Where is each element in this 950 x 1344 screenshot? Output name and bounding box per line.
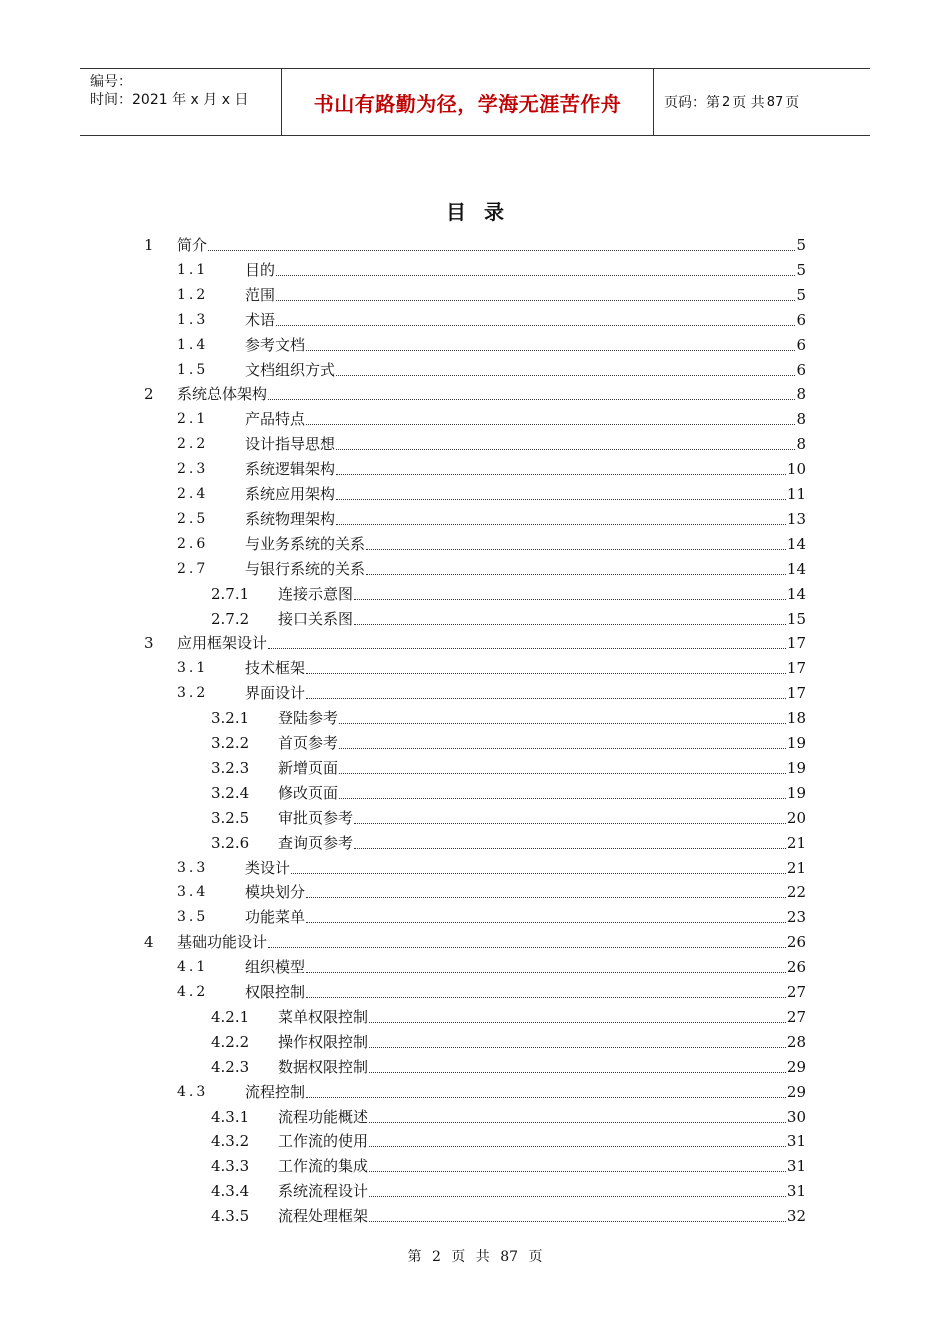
toc-entry-title: 流程功能概述 <box>278 1107 369 1126</box>
toc-entry-line <box>278 781 806 805</box>
toc-entry-title: 系统流程设计 <box>278 1182 369 1201</box>
toc-entry-title: 权限控制 <box>245 983 306 1001</box>
toc-entry-page: 13 <box>786 509 806 528</box>
toc-dot-leader <box>306 423 795 425</box>
toc-entry-title: 流程处理框架 <box>278 1207 369 1226</box>
toc-entry-line <box>278 1204 806 1228</box>
toc-dot-leader <box>336 448 795 450</box>
toc-entry-title: 系统逻辑架构 <box>245 460 336 479</box>
header-time-label: 时间：2021 年 x 月 x 日 <box>90 92 249 108</box>
header-page-info <box>654 69 870 135</box>
toc-entry-number: 3.5 <box>177 909 209 926</box>
toc-entry-line <box>278 1005 806 1029</box>
toc-entry-number: 4 <box>144 933 154 952</box>
toc-entry-page: 8 <box>796 435 806 454</box>
toc-entry-line <box>245 258 806 282</box>
toc-entry-number: 2.3 <box>177 461 209 478</box>
toc-entry-page: 8 <box>796 385 806 404</box>
toc-entry[interactable] <box>0 482 950 506</box>
toc-entry-page: 31 <box>786 1182 806 1201</box>
toc-entry-title: 技术框架 <box>245 659 306 678</box>
toc-entry-title: 接口关系图 <box>278 609 354 628</box>
header-number-label: 编号： <box>90 74 132 90</box>
toc-entry-title: 术语 <box>245 310 276 329</box>
toc-entry-line <box>278 1105 806 1129</box>
toc-dot-leader <box>339 747 786 749</box>
toc-dot-leader <box>306 996 786 998</box>
toc-entry-page: 6 <box>796 310 806 329</box>
toc-entry-page: 21 <box>786 833 806 852</box>
toc-entry-page: 31 <box>786 1157 806 1176</box>
toc-entry-page: 17 <box>786 634 806 653</box>
toc-entry-line <box>177 233 806 257</box>
toc-entry-line <box>245 980 806 1004</box>
toc-dot-leader <box>276 274 795 276</box>
toc-entry-line <box>245 358 806 382</box>
toc-entry-number: 4.3.2 <box>211 1132 250 1151</box>
toc-entry-page: 28 <box>786 1032 806 1051</box>
toc-entry-line <box>245 432 806 456</box>
toc-entry[interactable] <box>0 1179 950 1203</box>
toc-entry-number: 2.7.1 <box>211 584 250 603</box>
toc-entry[interactable] <box>0 258 950 282</box>
toc-entry-title: 基础功能设计 <box>177 933 268 952</box>
toc-dot-leader <box>369 1170 786 1172</box>
toc-entry-page: 5 <box>796 285 806 304</box>
toc-entry-page: 5 <box>796 260 806 279</box>
toc-entry[interactable] <box>0 1105 950 1129</box>
toc-entry-title: 与银行系统的关系 <box>245 559 366 578</box>
toc-entry[interactable] <box>0 283 950 307</box>
toc-entry-title: 审批页参考 <box>278 808 354 827</box>
toc-entry-page: 29 <box>786 1082 806 1101</box>
header-page-mid: 页 共 <box>732 95 765 111</box>
toc-dot-leader <box>369 1121 786 1123</box>
header-page-total: 87 <box>766 94 784 110</box>
toc-dot-leader <box>369 1071 786 1073</box>
toc-entry-number: 3.2.6 <box>211 833 250 852</box>
toc-entry[interactable] <box>0 681 950 705</box>
toc-entry-page: 32 <box>786 1207 806 1226</box>
toc-entry[interactable] <box>0 955 950 979</box>
toc-entry-line <box>245 532 806 556</box>
toc-entry-number: 3.2.2 <box>211 734 250 752</box>
toc-entry-number: 3.1 <box>177 660 209 677</box>
toc-entry-title: 类设计 <box>245 858 291 877</box>
toc-entry[interactable] <box>0 980 950 1004</box>
toc-entry[interactable] <box>0 557 950 581</box>
toc-entry-page: 15 <box>786 609 806 628</box>
toc-entry[interactable] <box>0 1154 950 1178</box>
toc-entry-line <box>278 831 806 855</box>
toc-dot-leader <box>268 946 786 948</box>
toc-entry-number: 4.2.2 <box>211 1032 250 1051</box>
toc-entry[interactable] <box>0 1129 950 1153</box>
toc-entry-title: 范围 <box>245 285 276 304</box>
toc-entry-number: 2 <box>144 385 154 404</box>
toc-entry-line <box>278 806 806 830</box>
toc-entry-page: 5 <box>796 236 806 254</box>
toc-entry-page: 30 <box>786 1107 806 1126</box>
toc-entry-line <box>245 681 806 705</box>
toc-entry[interactable] <box>0 457 950 481</box>
toc-entry[interactable] <box>0 856 950 880</box>
toc-entry-page: 26 <box>786 958 806 977</box>
toc-entry[interactable] <box>0 1055 950 1079</box>
toc-entry-number: 4.3 <box>177 1083 209 1100</box>
toc-entry[interactable] <box>0 1204 950 1228</box>
toc-entry[interactable] <box>0 831 950 855</box>
toc-entry-number: 1.3 <box>177 311 209 328</box>
toc-entry-number: 4.1 <box>177 959 209 976</box>
toc-entry-number: 2.2 <box>177 436 209 453</box>
toc-entry-page: 11 <box>786 485 806 503</box>
toc-dot-leader <box>339 722 786 724</box>
header-page-prefix: 页码：第 <box>664 95 720 111</box>
toc-entry-title: 文档组织方式 <box>245 360 336 379</box>
toc-dot-leader <box>366 548 786 550</box>
toc-entry-page: 19 <box>786 783 806 802</box>
toc-entry-line <box>278 1055 806 1079</box>
toc-entry-line <box>245 955 806 979</box>
toc-entry-line <box>245 856 806 880</box>
toc-entry-title: 简介 <box>177 236 208 254</box>
toc-entry-title: 组织模型 <box>245 958 306 977</box>
toc-entry-line <box>278 1129 806 1153</box>
toc-entry[interactable] <box>0 432 950 456</box>
toc-dot-leader <box>369 1021 786 1023</box>
toc-dot-leader <box>268 398 795 400</box>
toc-dot-leader <box>339 797 786 799</box>
toc-dot-leader <box>276 299 795 301</box>
toc-entry[interactable] <box>0 656 950 680</box>
toc-entry-line <box>177 382 806 406</box>
toc-entry[interactable] <box>0 333 950 357</box>
toc-entry-line <box>245 905 806 929</box>
toc-entry-line <box>245 880 806 904</box>
toc-entry-line <box>245 507 806 531</box>
toc-entry-page: 31 <box>786 1132 806 1151</box>
toc-entry-title: 功能菜单 <box>245 908 306 927</box>
toc-entry-line <box>278 731 806 755</box>
toc-entry-title: 模块划分 <box>245 883 306 902</box>
toc-entry-number: 4.2.1 <box>211 1007 250 1026</box>
toc-entry-number: 3.2.4 <box>211 783 250 802</box>
toc-entry[interactable] <box>0 308 950 332</box>
toc-entry-line <box>245 407 806 431</box>
toc-dot-leader <box>306 971 786 973</box>
toc-entry[interactable] <box>0 806 950 830</box>
toc-dot-leader <box>336 498 786 500</box>
header-motto: 书山有路勤为径，学海无涯苦作舟 <box>282 69 654 135</box>
toc-entry-title: 连接示意图 <box>278 584 354 603</box>
toc-dot-leader <box>306 697 786 699</box>
toc-entry-line <box>245 656 806 680</box>
header-page-suffix: 页 <box>785 95 800 111</box>
toc-entry-page: 18 <box>786 709 806 728</box>
toc-entry[interactable] <box>0 582 950 606</box>
toc-entry-title: 菜单权限控制 <box>278 1007 369 1026</box>
toc-entry-page: 8 <box>796 410 806 429</box>
toc-entry-number: 4.2.3 <box>211 1057 250 1076</box>
header-page-current: 2 <box>722 94 731 110</box>
toc-entry-number: 2.6 <box>177 535 209 552</box>
toc-entry-title: 工作流的使用 <box>278 1132 369 1151</box>
toc-entry[interactable] <box>0 607 950 631</box>
toc-entry-line <box>177 930 806 954</box>
toc-entry-page: 26 <box>786 933 806 952</box>
toc-dot-leader <box>369 1195 786 1197</box>
toc-entry-page: 27 <box>786 1007 806 1026</box>
toc-entry-number: 2.1 <box>177 411 209 428</box>
toc-title: 目录 <box>446 200 522 224</box>
toc-entry-line <box>245 557 806 581</box>
toc-entry-title: 流程控制 <box>245 1082 306 1101</box>
toc-entry-line <box>245 283 806 307</box>
header-meta <box>80 69 282 135</box>
toc-entry[interactable] <box>0 631 950 655</box>
toc-dot-leader <box>336 374 795 376</box>
toc-entry-number: 2.7.2 <box>211 609 250 628</box>
toc-entry-page: 29 <box>786 1057 806 1076</box>
toc-entry-line <box>278 1154 806 1178</box>
toc-entry[interactable] <box>0 1080 950 1104</box>
toc-entry-number: 4.2 <box>177 984 209 1000</box>
toc-entry-number: 1 <box>144 236 154 254</box>
toc-dot-leader <box>354 623 786 625</box>
toc-entry-title: 新增页面 <box>278 758 339 777</box>
toc-entry-number: 3.2.5 <box>211 808 250 827</box>
toc-dot-leader <box>369 1220 786 1222</box>
toc-entry-page: 14 <box>786 559 806 578</box>
toc-entry-number: 4.3.4 <box>211 1182 250 1201</box>
toc-entry[interactable] <box>0 930 950 954</box>
toc-entry-title: 修改页面 <box>278 783 339 802</box>
toc-entry-page: 6 <box>796 335 806 354</box>
toc-entry-number: 2.4 <box>177 486 209 502</box>
toc-dot-leader <box>366 573 786 575</box>
toc-entry-number: 1.5 <box>177 361 209 378</box>
toc-entry-number: 3.4 <box>177 884 209 901</box>
toc-entry-page: 6 <box>796 360 806 379</box>
toc-entry[interactable] <box>0 1030 950 1054</box>
toc-dot-leader <box>354 598 786 600</box>
toc-entry-page: 21 <box>786 858 806 877</box>
toc-entry-title: 登陆参考 <box>278 709 339 728</box>
toc-entry-line <box>278 756 806 780</box>
toc-entry-title: 系统应用架构 <box>245 485 336 503</box>
toc-entry-line <box>278 582 806 606</box>
toc-entry-title: 工作流的集成 <box>278 1157 369 1176</box>
toc-entry-page: 17 <box>786 684 806 703</box>
toc-entry-title: 与业务系统的关系 <box>245 534 366 553</box>
toc-entry-number: 2.5 <box>177 510 209 527</box>
toc-entry-number: 3.2 <box>177 685 209 702</box>
toc-entry-title: 首页参考 <box>278 734 339 752</box>
page-footer: 第 2 页 共 87 页 <box>407 1249 543 1265</box>
toc-entry-page: 22 <box>786 883 806 902</box>
toc-entry-number: 1.2 <box>177 286 209 303</box>
toc-entry-page: 20 <box>786 808 806 827</box>
toc-entry-page: 17 <box>786 659 806 678</box>
toc-dot-leader <box>276 324 795 326</box>
toc-entry-line <box>278 1030 806 1054</box>
toc-entry-number: 4.3.5 <box>211 1207 250 1226</box>
toc-entry[interactable] <box>0 781 950 805</box>
toc-entry-line <box>245 457 806 481</box>
toc-entry-page: 19 <box>786 758 806 777</box>
toc-entry[interactable] <box>0 233 950 257</box>
toc-entry[interactable] <box>0 382 950 406</box>
toc-entry-number: 1.1 <box>177 261 209 278</box>
toc-entry[interactable] <box>0 532 950 556</box>
toc-entry-title: 应用框架设计 <box>177 634 268 653</box>
toc-entry-title: 产品特点 <box>245 410 306 429</box>
toc-dot-leader <box>336 473 786 475</box>
toc-entry-title: 界面设计 <box>245 684 306 703</box>
toc-dot-leader <box>339 772 786 774</box>
toc-dot-leader <box>306 349 795 351</box>
toc-dot-leader <box>306 1096 786 1098</box>
toc-entry-page: 14 <box>786 534 806 553</box>
toc-dot-leader <box>369 1046 786 1048</box>
toc-dot-leader <box>291 872 786 874</box>
toc-entry-number: 1.4 <box>177 336 209 353</box>
toc-dot-leader <box>354 822 786 824</box>
toc-dot-leader <box>268 647 786 649</box>
toc-entry-title: 系统物理架构 <box>245 509 336 528</box>
toc-entry-page: 23 <box>786 908 806 927</box>
page-header <box>80 68 870 136</box>
toc-entry-line <box>245 333 806 357</box>
toc-entry-number: 3.2.3 <box>211 758 250 777</box>
toc-entry-page: 19 <box>786 734 806 752</box>
toc-dot-leader <box>208 249 795 251</box>
toc-entry-page: 14 <box>786 584 806 603</box>
toc-entry-line <box>245 308 806 332</box>
toc-entry-title: 参考文档 <box>245 335 306 354</box>
toc-entry-title: 目的 <box>245 260 276 279</box>
toc-entry-title: 查询页参考 <box>278 833 354 852</box>
toc-dot-leader <box>369 1145 786 1147</box>
toc-entry-title: 设计指导思想 <box>245 435 336 454</box>
toc-entry-line <box>177 631 806 655</box>
toc-entry-title: 数据权限控制 <box>278 1057 369 1076</box>
toc-entry-line <box>278 1179 806 1203</box>
toc-entry-line <box>245 482 806 506</box>
toc-dot-leader <box>306 896 786 898</box>
toc-entry[interactable] <box>0 1005 950 1029</box>
toc-entry[interactable] <box>0 905 950 929</box>
toc-entry-page: 27 <box>786 983 806 1001</box>
toc-entry-line <box>278 607 806 631</box>
toc-entry[interactable] <box>0 756 950 780</box>
toc-entry-number: 4.3.3 <box>211 1157 250 1176</box>
toc-entry[interactable] <box>0 880 950 904</box>
toc-entry-number: 2.7 <box>177 560 209 577</box>
toc-entry-number: 3.2.1 <box>211 709 250 728</box>
toc-entry-number: 3.3 <box>177 859 209 876</box>
toc-entry-title: 操作权限控制 <box>278 1032 369 1051</box>
toc-entry[interactable] <box>0 731 950 755</box>
toc-entry[interactable] <box>0 358 950 382</box>
toc-entry-line <box>278 706 806 730</box>
toc-entry-title: 系统总体架构 <box>177 385 268 404</box>
toc-entry-page: 10 <box>786 460 806 479</box>
toc-entry-number: 3 <box>144 634 154 653</box>
toc-entry-line <box>245 1080 806 1104</box>
toc-entry[interactable] <box>0 507 950 531</box>
toc-dot-leader <box>306 672 786 674</box>
toc-entry[interactable] <box>0 407 950 431</box>
toc-dot-leader <box>336 523 786 525</box>
toc-dot-leader <box>306 921 786 923</box>
toc-entry[interactable] <box>0 706 950 730</box>
toc-dot-leader <box>354 847 786 849</box>
toc-entry-number: 4.3.1 <box>211 1107 250 1126</box>
